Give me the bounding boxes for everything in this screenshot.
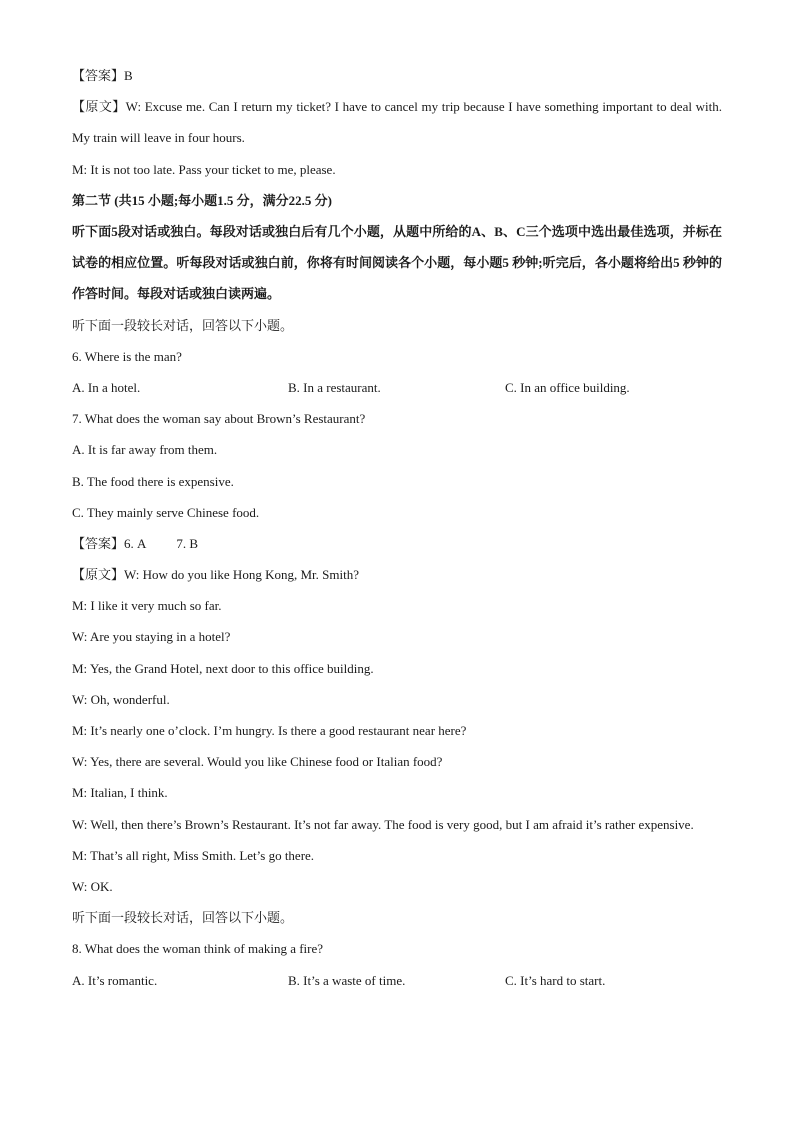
transcript-line: M: I like it very much so far. <box>72 598 222 614</box>
transcript-line: W: OK. <box>72 878 113 894</box>
transcript-text: W: How do you like Hong Kong, Mr. Smith? <box>124 567 359 583</box>
option-c: C. In an office building. <box>505 379 630 395</box>
option-b: B. The food there is expensive. <box>72 473 234 489</box>
question-stem: 8. What does the woman think of making a fire? <box>72 941 324 957</box>
section-heading: 第二节 (共15 小题;每小题1.5 分，满分22.5 分) <box>72 192 332 208</box>
answer-value: B <box>124 68 133 83</box>
transcript-line: W: Oh, wonderful. <box>72 691 170 707</box>
transcript-line: M: It is not too late. Pass your ticket to me, please. <box>72 161 336 177</box>
answer-6: 6. A <box>124 535 147 551</box>
option-a: A. It is far away from them. <box>72 442 218 458</box>
option-a: A. It’s romantic. <box>72 972 158 988</box>
transcript-line: M: It’s nearly one o’clock. I’m hungry. Is there a good restaurant near here? <box>72 723 467 739</box>
transcript-line: M: Italian, I think. <box>72 785 168 801</box>
answer-line <box>72 60 722 91</box>
transcript-line: W: Are you staying in a hotel? <box>72 629 231 645</box>
option-c: C. It’s hard to start. <box>505 972 606 988</box>
option-b: B. It’s a waste of time. <box>288 972 406 988</box>
transcript-line: M: Yes, the Grand Hotel, next door to this office building. <box>72 660 374 676</box>
dialogue-intro: 听下面一段较长对话，回答以下小题。 <box>72 910 294 926</box>
transcript-text: W: Excuse me. Can I return my ticket? I have to cancel my trip because I have something important to deal with. My train will leave in four hours. <box>72 99 722 146</box>
answer-7: 7. B <box>176 535 199 551</box>
document-page <box>72 60 722 996</box>
answer-tag: 【答案】 <box>72 535 125 551</box>
transcript-line <box>72 559 722 590</box>
option-c: C. They mainly serve Chinese food. <box>72 504 260 520</box>
transcript-paragraph <box>72 91 722 153</box>
dialogue-intro: 听下面一段较长对话，回答以下小题。 <box>72 317 294 333</box>
question-options <box>72 372 722 403</box>
transcript-line: M: That’s all right, Miss Smith. Let’s go there. <box>72 847 315 863</box>
answer-tag: 【答案】 <box>72 68 125 83</box>
transcript-tag: 【原文】 <box>72 567 125 583</box>
section-instructions: 听下面5段对话或独白。每段对话或独白后有几个小题，从题中所给的A、B、C三个选项中选出最佳选项，并标在试卷的相应位置。听每段对话或独白前，你将有时间阅读各个小题，每小题5 秒钟;听完后，各小题将给出5 秒钟的作答时间。每段对话或独白读两遍。 <box>72 223 722 302</box>
option-b: B. In a restaurant. <box>288 379 381 395</box>
answer-line <box>72 528 722 559</box>
transcript-tag: 【原文】 <box>72 99 126 115</box>
transcript-line: W: Yes, there are several. Would you like Chinese food or Italian food? <box>72 754 443 770</box>
question-options <box>72 965 722 996</box>
option-a: A. In a hotel. <box>72 379 141 395</box>
question-stem: 7. What does the woman say about Brown’s Restaurant? <box>72 411 366 427</box>
transcript-line: W: Well, then there’s Brown’s Restaurant. It’s not far away. The food is very good, but I am afraid it’s rather expensive. <box>72 816 694 832</box>
question-stem: 6. Where is the man? <box>72 348 182 364</box>
